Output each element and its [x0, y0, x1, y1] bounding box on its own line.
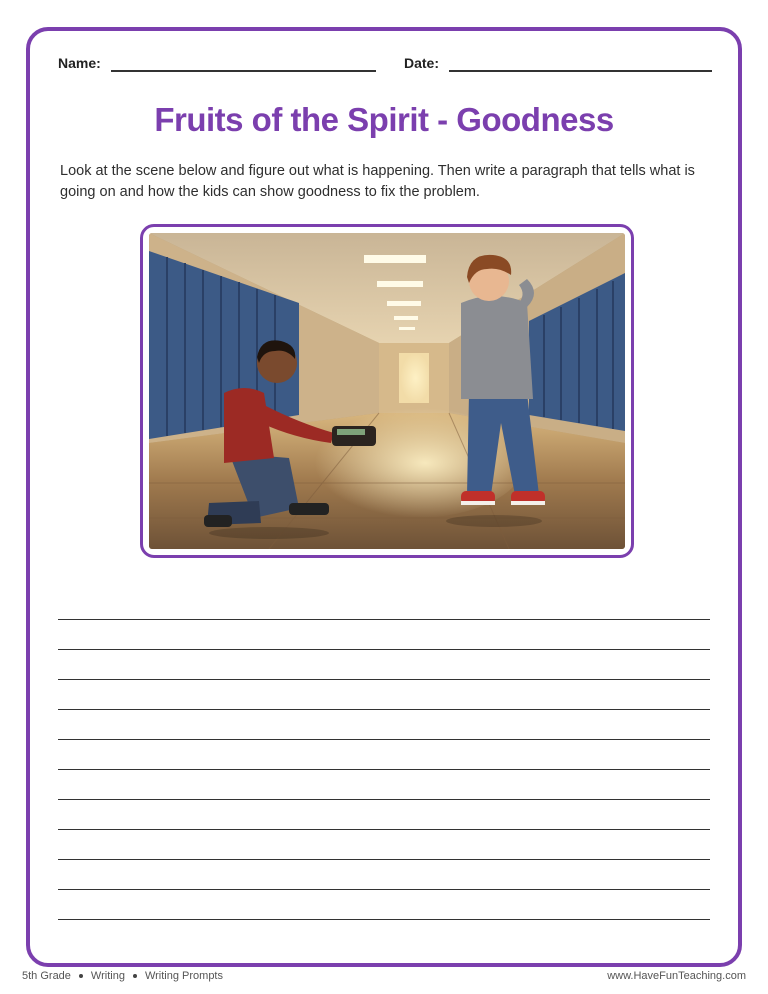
page-footer — [22, 970, 746, 986]
name-label: Name: — [58, 55, 101, 71]
writing-line[interactable] — [58, 740, 710, 770]
breadcrumb-topic: Writing Prompts — [144, 970, 223, 982]
worksheet-border — [26, 27, 742, 967]
writing-line[interactable] — [58, 680, 710, 710]
illustration-frame — [140, 224, 634, 558]
writing-line[interactable] — [58, 800, 710, 830]
writing-line[interactable] — [58, 620, 710, 650]
breadcrumb-subject: Writing — [90, 970, 125, 982]
writing-line[interactable] — [58, 830, 710, 860]
writing-line[interactable] — [58, 710, 710, 740]
writing-line[interactable] — [58, 770, 710, 800]
header-fields — [58, 54, 710, 76]
writing-line[interactable] — [58, 860, 710, 890]
bullet-separator — [133, 974, 137, 978]
site-url: www.HaveFunTeaching.com — [607, 970, 746, 982]
name-line[interactable] — [111, 58, 376, 72]
page-title: Fruits of the Spirit - Goodness — [154, 101, 614, 138]
school-hallway-illustration — [149, 233, 625, 549]
instructions-text: Look at the scene below and figure out what is happening. Then write a paragraph that tells what is going on and how the kids can show goodness to fix the problem. — [60, 163, 695, 200]
date-line[interactable] — [449, 58, 712, 72]
footer-breadcrumb — [22, 970, 223, 982]
writing-area[interactable] — [58, 618, 710, 920]
date-field[interactable] — [404, 54, 712, 72]
breadcrumb-grade: 5th Grade — [22, 970, 71, 982]
bullet-separator — [79, 974, 83, 978]
name-field[interactable] — [58, 54, 376, 72]
writing-line[interactable] — [58, 650, 710, 680]
date-label: Date: — [404, 55, 440, 71]
writing-line[interactable] — [58, 890, 710, 920]
